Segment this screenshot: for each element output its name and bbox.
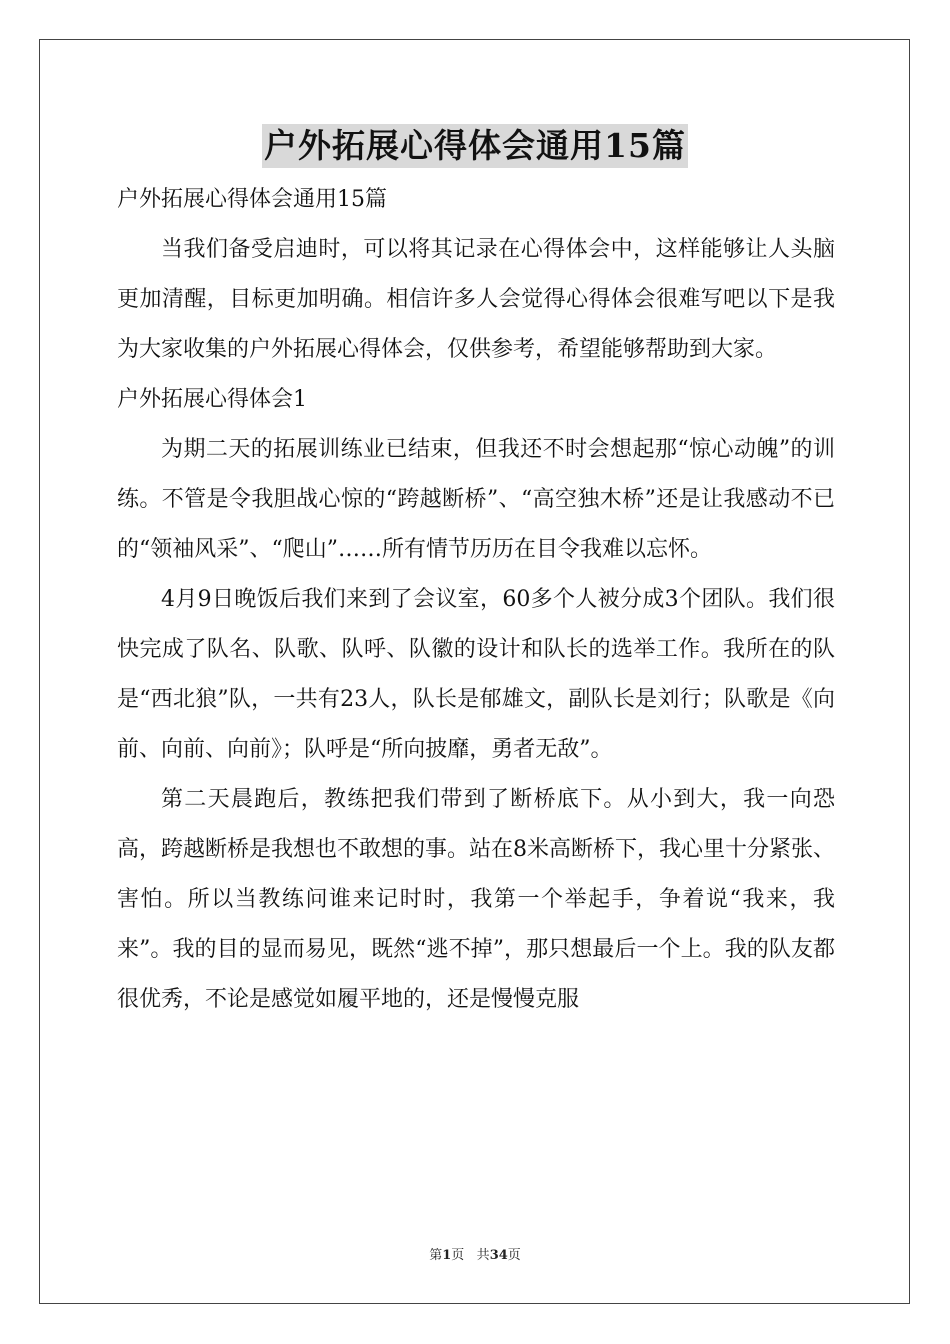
document-body — [117, 175, 835, 1025]
page-prefix: 第 — [429, 1248, 443, 1263]
paragraph: 当我们备受启迪时，可以将其记录在心得体会中，这样能够让人头脑更加清醒，目标更加明确。相信许多人会觉得心得体会很难写吧以下是我为大家收集的户外拓展心得体会，仅供参考，希望能够帮助到大家。 — [117, 237, 835, 362]
page-suffix: 页 — [451, 1248, 465, 1263]
paragraph: 第二天晨跑后，教练把我们带到了断桥底下。从小到大，我一向恐高，跨越断桥是我想也不敢想的事。站在8米高断桥下，我心里十分紧张、害怕。所以当教练问谁来记时时，我第一个举起手，争着说“我来，我来”。我的目的显而易见，既然“逃不掉”，那只想最后一个上。我的队友都很优秀，不论是感觉如履平地的，还是慢慢克服 — [117, 787, 835, 1012]
page-footer — [0, 1247, 950, 1265]
paragraph: 户外拓展心得体会通用15篇 — [117, 187, 387, 212]
paragraph: 为期二天的拓展训练业已结束，但我还不时会想起那“惊心动魄”的训练。不管是令我胆战心惊的“跨越断桥”、“高空独木桥”还是让我感动不已的“领袖风采”、“爬山”……所有情节历历在目令我难以忘怀。 — [117, 437, 835, 562]
total-suffix: 页 — [507, 1248, 521, 1263]
paragraph: 户外拓展心得体会1 — [117, 387, 307, 412]
page-number: 1 — [442, 1248, 452, 1263]
total-prefix: 共 — [476, 1248, 490, 1263]
document-title: 户外拓展心得体会通用15篇 — [262, 124, 688, 168]
paragraph: 4月9日晚饭后我们来到了会议室，60多个人被分成3个团队。我们很快完成了队名、队歌、队呼、队徽的设计和队长的选举工作。我所在的队是“西北狼”队，一共有23人，队长是郁雄文，副队长是刘行；队歌是《向前、向前、向前》；队呼是“所向披靡，勇者无敌”。 — [117, 587, 835, 762]
title-area — [0, 124, 950, 168]
total-pages: 34 — [489, 1248, 508, 1263]
